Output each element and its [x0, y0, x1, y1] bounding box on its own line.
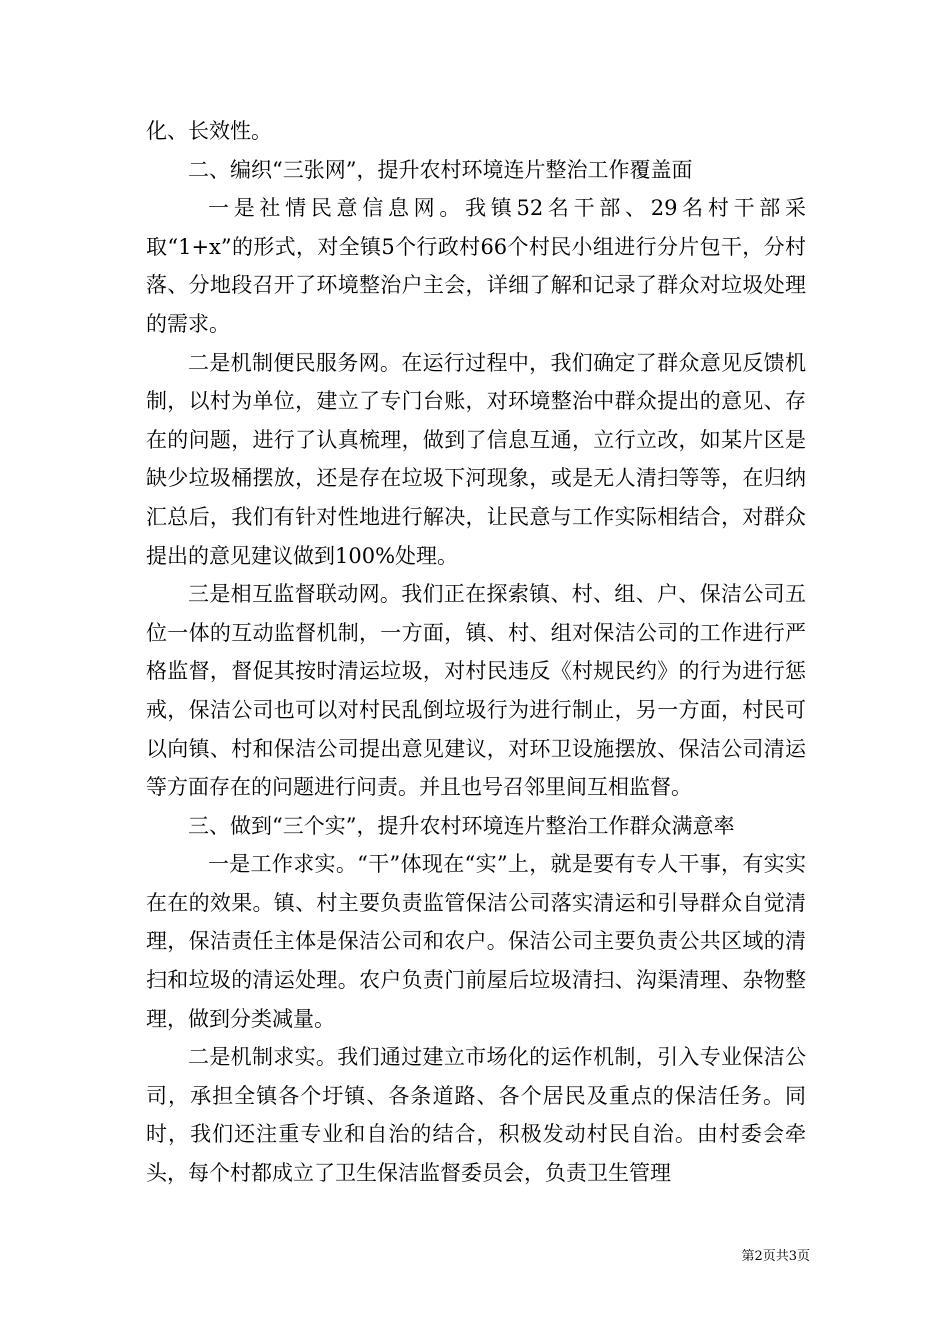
page-number-footer: 第2页共3页 — [741, 1249, 810, 1264]
paragraph-service-network: 二是机制便民服务网。在运行过程中，我们确定了群众意见反馈机制，以村为单位，建立了专门台账，对环境整治中群众提出的意见、存在的问题，进行了认真梳理，做到了信息互通，立行立改，如某片区是缺少垃圾桶摆放，还是存在垃圾下河现象，或是无人清扫等等，在归纳汇总后，我们有针对性地进行解决，让民意与工作实际相结合，对群众提出的意见建议做到100%处理。 — [146, 350, 806, 568]
section-heading-3: 三、做到“三个实”，提升农村环境连片整治工作群众满意率 — [188, 813, 735, 838]
paragraph-supervision-network: 三是相互监督联动网。我们正在探索镇、村、组、户、保洁公司五位一体的互动监督机制，一方面，镇、村、组对保洁公司的工作进行严格监督，督促其按时清运垃圾，对村民违反《村规民约》的行为进行惩戒，保洁公司也可以对村民乱倒垃圾行为进行制止，另一方面，村民可以向镇、村和保洁公司提出意见建议，对环卫设施摆放、保洁公司清运等方面存在的问题进行问责。并且也号召邻里间互相监督。 — [146, 582, 806, 800]
paragraph-continuation: 化、长效性。 — [146, 119, 272, 143]
section-heading-2: 二、编织“三张网”，提升农村环境连片整治工作覆盖面 — [188, 157, 693, 182]
paragraph-mechanism-practical: 二是机制求实。我们通过建立市场化的运作机制，引入专业保洁公司，承担全镇各个圩镇、各条道路、各个居民及重点的保洁任务。同时，我们还注重专业和自治的结合，积极发动村民自治。由村委会牵头，每个村都成立了卫生保洁监督委员会，负责卫生管理 — [146, 1045, 806, 1186]
paragraph-info-network: 一是社情民意信息网。我镇52名干部、29名村干部采取“1+x”的形式，对全镇5个行政村66个村民小组进行分片包干，分村落、分地段召开了环境整治户主会，详细了解和记录了群众对垃圾处理的需求。 — [146, 196, 806, 336]
document-body — [146, 112, 806, 1193]
paragraph-work-practical: 一是工作求实。“干”体现在“实”上，就是要有专人干事，有实实在在的效果。镇、村主要负责监管保洁公司落实清运和引导群众自觉清理，保洁责任主体是保洁公司和农户。保洁公司主要负责公共区域的清扫和垃圾的清运处理。农户负责门前屋后垃圾清扫、沟渠清理、杂物整理，做到分类减量。 — [146, 852, 806, 1031]
